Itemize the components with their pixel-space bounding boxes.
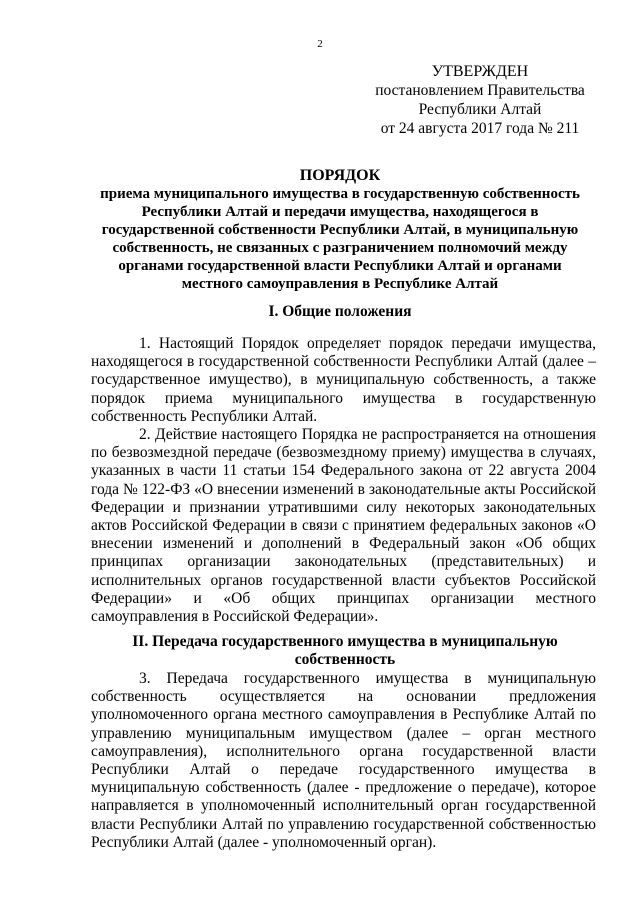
- approval-heading: УТВЕРЖДЕН: [431, 63, 529, 80]
- title-line: государственной собственности Республики Алтай, в муниципальную: [101, 222, 579, 238]
- section-heading-line: II. Передача государственного имущества в муниципальную: [132, 633, 558, 650]
- paragraph: 2. Действие настоящего Порядка не распространяется на отношения по безвозмездной передаче (безвозмездному приему) имущества в случаях, указанных в части 11 статьи 154 Федерального закона от 22 августа 2004 года № 122-ФЗ «О внесении изменений в законодательные акты Российской Федерации и признании утратившими силу некоторых законодательных актов Российской Федерации в связи с принятием федеральных законов «О внесении изменений и дополнений в Федеральный закон «Об общих принципах организации законодательных (представительных) и исполнительных органов государственной власти субъектов Российской Федерации» и «Об общих принципах организации местного самоуправления в Российской Федерации».: [91, 426, 596, 626]
- page-number: 2: [317, 38, 323, 50]
- section-heading-transfer: [90, 633, 600, 669]
- approval-block: [360, 62, 600, 138]
- document-title: [92, 167, 588, 293]
- title-line: собственность, не связанных с разграничением полномочий между: [112, 240, 568, 256]
- paragraph: 1. Настоящий Порядок определяет порядок передачи имущества, находящегося в государственной собственности Республики Алтай (далее – государственное имущество), в муниципальную собственность, а также порядок приема муниципального имущества в государственную собственность Республики Алтай.: [91, 335, 596, 425]
- section-heading-line: собственность: [294, 651, 396, 668]
- approval-line: постановлением Правительства: [375, 82, 585, 99]
- title-line: Республики Алтай и передачи имущества, находящегося в: [141, 204, 539, 220]
- section-body-general: [91, 335, 596, 626]
- title-main: ПОРЯДОК: [299, 167, 381, 184]
- approval-line: от 24 августа 2017 года № 211: [380, 120, 580, 137]
- title-line: местного самоуправления в Республике Алтай: [181, 276, 499, 292]
- section-heading-general: I. Общие положения: [268, 303, 412, 320]
- paragraph: 3. Передача государственного имущества в муниципальную собственность осуществляется на основании предложения уполномоченного органа местного самоуправления в Республике Алтай по управлению муниципальным имуществом (далее – орган местного самоуправления), исполнительного органа государственной власти Республики Алтай о передаче государственного имущества в муниципальную собственность (далее - предложение о передаче), которое направляется в уполномоченный исполнительный орган государственной власти Республики Алтай по управлению государственной собственностью Республики Алтай (далее - уполномоченный орган).: [91, 670, 596, 851]
- approval-line: Республики Алтай: [418, 101, 542, 118]
- title-line: приема муниципального имущества в государственную собственность: [100, 186, 580, 202]
- section-body-transfer: [91, 670, 596, 852]
- title-line: органами государственной власти Республики Алтай и органами: [118, 258, 562, 274]
